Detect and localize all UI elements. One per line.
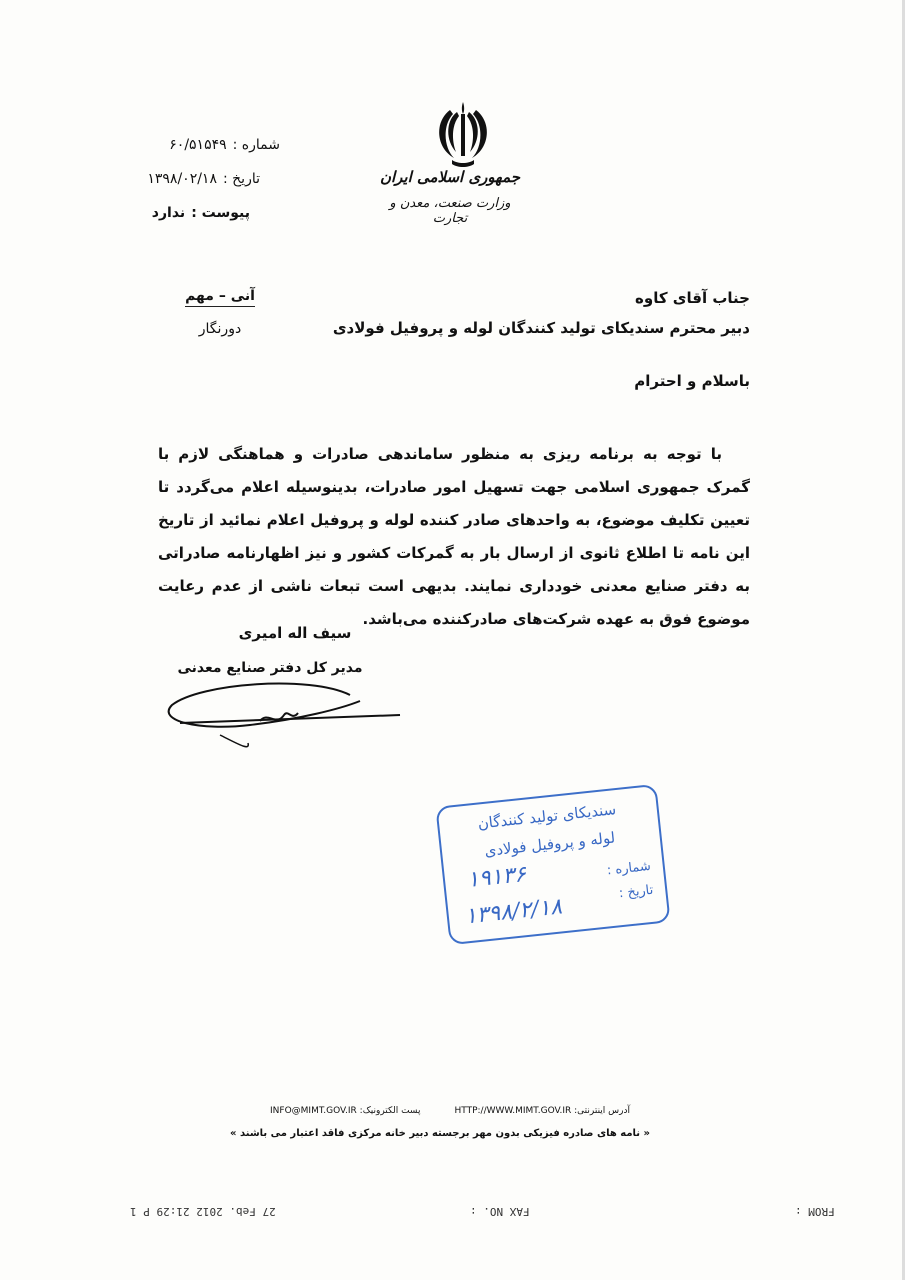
letter-attachment-row [120,196,280,230]
footer-web [454,1106,630,1116]
letter-number-value: ۶۰/۵۱۵۴۹ [169,137,227,153]
ministry-block [375,168,525,226]
letter-date-value: ۱۳۹۸/۰۲/۱۸ [147,171,217,187]
letter-date-label: تاریخ : [222,171,260,187]
letter-attachment-value: ندارد [151,205,186,221]
letter-body [158,438,750,636]
fax-number: FAX NO. : [470,1205,530,1218]
footer-email-value: INFO@MIMT.GOV.IR [270,1106,357,1116]
footer-notice: « نامه های صادره فیزیکی بدون مهر برجسته دبیر خانه مرکزی فاقد اعتبار می باشند » [230,1128,650,1139]
addressee-block [230,283,750,343]
footer-email [270,1106,420,1116]
fax-from: FROM : [795,1205,835,1218]
priority-label: آنی – مهم [185,288,255,307]
stamp-date-handwritten: ۱۳۹۸/۲/۱۸ [463,894,564,930]
stamp-line-2: لوله و پروفیل فولادی [483,828,617,861]
letter-attachment-label: پیوست : [191,205,250,221]
letter-number-label: شماره : [232,137,280,153]
addressee-name: جناب آقای کاوه [635,289,750,307]
footer-contacts [270,1106,630,1116]
iran-emblem-icon [428,98,498,170]
letter-number-row [120,128,280,162]
stamp-line-1: سندیکای تولید کنندگان [476,800,617,833]
delivery-method: دورنگار [198,321,242,337]
footer-email-label: پست الکترونیک: [359,1106,421,1116]
received-stamp [435,784,670,945]
signer-title: مدیر کل دفتر صنایع معدنی [177,660,363,676]
addressee-position: دبیر محترم سندیکای تولید کنندگان لوله و پروفیل فولادی [332,319,750,337]
stamp-date-label: تاریخ : [618,882,655,902]
fax-datetime: 27 Feb. 2012 21:29 P 1 [130,1205,276,1218]
footer-web-label: آدرس اینترنتی: [574,1106,630,1116]
greeting: باسلام و احترام [634,372,750,390]
body-paragraph: با توجه به برنامه ریزی به منظور ساماندهی صادرات و هماهنگی لازم با گمرک جمهوری اسلامی جهت تسهیل امور صادرات، بدینوسیله اعلام می‌گردد تا تعیین تکلیف موضوع، به واحدهای صادر کننده لوله و پروفیل اعلام نمائید از تاریخ این نامه تا اطلاع ثانوی از ارسال بار به گمرکات کشور و نیز اظهارنامه صادراتی به دفتر صنایع معدنی خودداری نمایند. بدیهی است تبعات ناشی از عدم رعایت موضوع فوق به عهده شرکت‌های صادرکننده می‌باشد. [158,445,750,628]
stamp-number-handwritten: ۱۹۱۳۶ [465,861,528,893]
letter-date-row [120,162,280,196]
ministry-line-2: وزارت صنعت، معدن و تجارت [389,196,511,226]
stamp-number-label: شماره : [606,858,652,879]
letter-meta [120,128,280,230]
footer-web-value: HTTP://WWW.MIMT.GOV.IR [454,1106,572,1116]
signer-name: سیف اله امیری [238,624,352,642]
handwritten-signature [160,665,420,755]
ministry-line-1: جمهوری اسلامی ایران [379,168,521,186]
